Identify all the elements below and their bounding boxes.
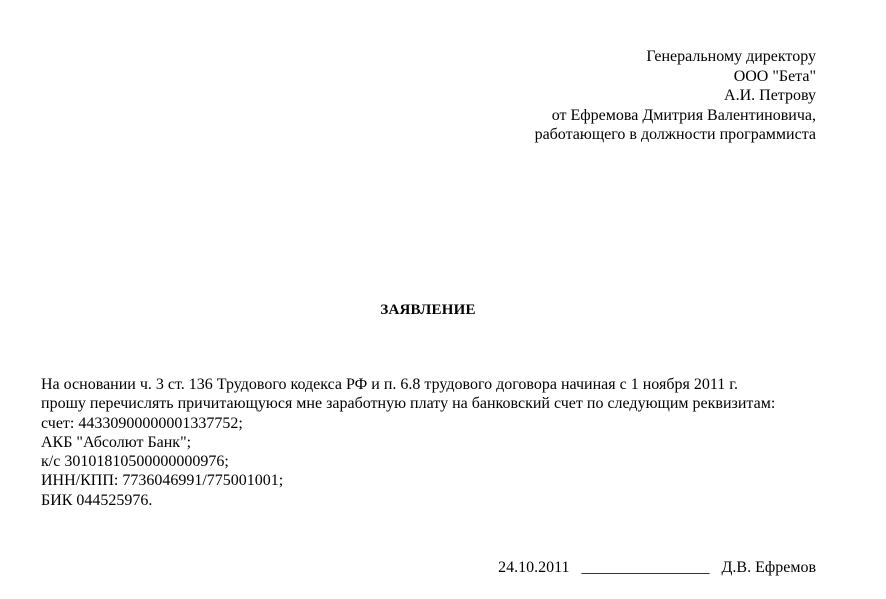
addressee-line-director-name: А.И. Петрову: [724, 87, 816, 104]
addressee-line-job-title: работающего в должности программиста: [534, 126, 816, 143]
body-line-request: прошу перечислять причитающуюся мне заработную плату на банковский счет по следующим реквизитам:: [41, 395, 776, 413]
signature-line: ________________: [581, 559, 710, 576]
addressee-line-position: Генеральному директору: [646, 48, 816, 65]
body-line-account: счет: 44330900000001337752;: [41, 414, 243, 432]
body-line-bik: БИК 044525976.: [41, 491, 153, 509]
statement-body: [41, 375, 775, 510]
signature-name: Д.В. Ефремов: [721, 559, 816, 576]
addressee-line-company: ООО "Бета": [733, 67, 816, 85]
body-line-inn-kpp: ИНН/КПП: 7736046991/775001001;: [41, 472, 284, 490]
addressee-line-from: от Ефремова Дмитрия Валентиновича,: [551, 106, 816, 124]
addressee-block: [535, 47, 816, 145]
body-line-basis: На основании ч. 3 ст. 136 Трудового кодекса РФ и п. 6.8 трудового договора начиная с 1 ноября 2011 г.: [41, 376, 738, 393]
document-title: ЗАЯВЛЕНИЕ: [380, 302, 476, 318]
body-line-bank: АКБ "Абсолют Банк";: [41, 433, 192, 451]
signature-block: [498, 559, 816, 577]
signature-date: 24.10.2011: [498, 559, 570, 576]
body-line-correspondent-account: к/с 30101810500000000976;: [41, 453, 229, 471]
